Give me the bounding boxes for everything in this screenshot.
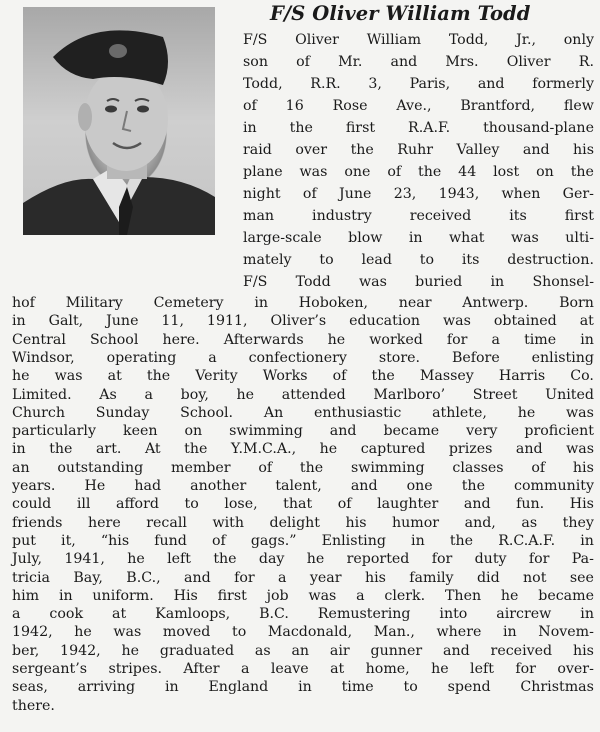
body-line: in the first R.A.F. thousand-plane — [243, 120, 594, 136]
body-line: Todd, R.R. 3, Paris, and formerly — [243, 76, 594, 92]
body-line: tricia Bay, B.C., and for a year his family did not see — [12, 569, 594, 586]
body-line: years. He had another talent, and one the community — [12, 478, 594, 494]
body-line: particularly keen on swimming and became very proficient — [12, 423, 594, 440]
body-line: 1942, he was moved to Macdonald, Man., where in Novem- — [12, 624, 594, 641]
body-line: Central School here. Afterwards he worked for a time in — [12, 331, 594, 348]
body-line: there. — [12, 697, 55, 714]
body-line: plane was one of the 44 lost on the — [243, 164, 594, 180]
portrait-photo — [23, 7, 215, 235]
portrait-figure — [23, 7, 215, 235]
body-line: F/S Todd was buried in Shonsel- — [243, 274, 594, 290]
body-line: large-scale blow in what was ulti- — [243, 230, 594, 246]
body-line: hof Military Cemetery in Hoboken, near Antwerp. Born — [12, 295, 594, 311]
body-line: Church Sunday School. An enthusiastic athlete, he was — [12, 404, 594, 421]
body-line: an outstanding member of the swimming classes of his — [12, 459, 594, 476]
body-line: sergeant’s stripes. After a leave at home, he left for over- — [12, 661, 594, 677]
body-line: put it, “his fund of gags.” Enlisting in the R.C.A.F. in — [12, 532, 594, 549]
body-line: Limited. As a boy, he attended Marlboro’ Street United — [12, 386, 594, 403]
body-line: F/S Oliver William Todd, Jr., only — [243, 32, 594, 48]
body-line: he was at the Verity Works of the Massey Harris Co. — [12, 368, 594, 385]
body-line: man industry received its first — [243, 208, 594, 224]
body-line: a cook at Kamloops, B.C. Remustering into aircrew in — [12, 606, 594, 623]
body-line: in the art. At the Y.M.C.A., he captured prizes and was — [12, 441, 594, 458]
body-line: mately to lead to its destruction. — [243, 252, 594, 268]
body-line: of 16 Rose Ave., Brantford, flew — [243, 98, 594, 114]
body-line: July, 1941, he left the day he reported for duty for Pa- — [12, 551, 594, 568]
body-line: raid over the Ruhr Valley and his — [243, 142, 594, 158]
body-line: ber, 1942, he graduated as an air gunner and received his — [12, 642, 594, 659]
obituary-title: F/S Oliver William Todd — [270, 2, 531, 25]
body-line: Windsor, operating a confectionery store. Before enlisting — [12, 349, 594, 366]
body-line: him in uniform. His first job was a clerk. Then he became — [12, 587, 594, 604]
body-line: seas, arriving in England in time to spend Christmas — [12, 679, 594, 696]
body-line: son of Mr. and Mrs. Oliver R. — [243, 54, 594, 70]
body-line: in Galt, June 11, 1911, Oliver’s education was obtained at — [12, 313, 594, 330]
body-line: friends here recall with delight his humor and, as they — [12, 514, 594, 531]
body-line: could ill afford to lose, that of laughter and fun. His — [12, 496, 594, 513]
body-line: night of June 23, 1943, when Ger- — [243, 186, 594, 202]
